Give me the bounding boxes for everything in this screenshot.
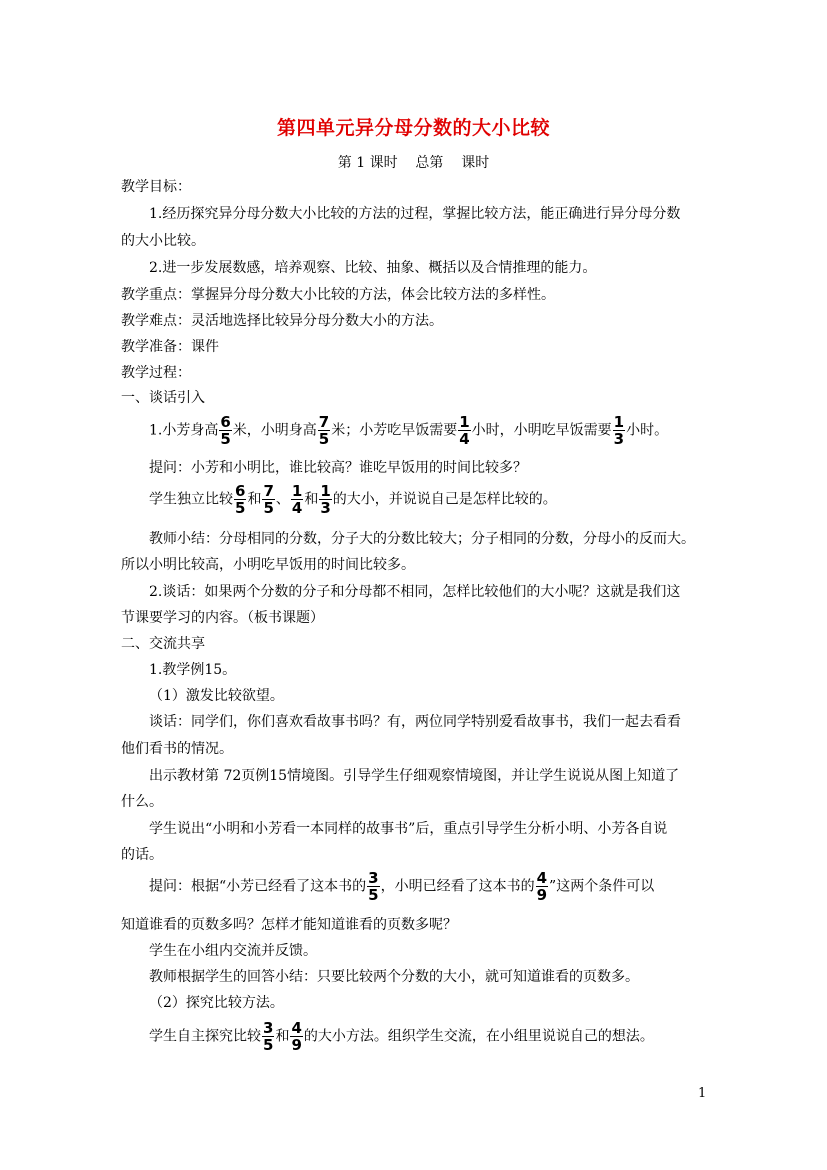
fraction: $\frac{1}{3}$ bbox=[613, 413, 625, 448]
lesson-subtitle: 第 1 课时 总第 课时 bbox=[337, 155, 490, 171]
fraction-paragraph: 学生自主探究比较 $\frac{3}{5}$ 和 $\frac{4}{9}$ 的大小方法。组织学生交流，在小组里说说自己的想法。 bbox=[149, 1019, 654, 1054]
paragraph: 1.教学例15。 bbox=[149, 662, 237, 678]
paragraph: 的大小比较。 bbox=[121, 233, 205, 249]
paragraph: 所以小明比较高，小明吃早饭用的时间比较多。 bbox=[121, 557, 415, 573]
paragraph: 提问：小芳和小明比，谁比较高？谁吃早饭用的时间比较多？ bbox=[149, 460, 527, 476]
fraction: $\frac{1}{4}$ bbox=[291, 482, 303, 517]
section-heading-1: 一、谈话引入 bbox=[121, 390, 205, 406]
paragraph: 知道谁看的页数多吗？怎样才能知道谁看的页数多呢？ bbox=[121, 917, 457, 933]
paragraph: 2.进一步发展数感，培养观察、比较、抽象、概括以及合情推理的能力。 bbox=[149, 260, 597, 276]
fraction-paragraph: 1.小芳身高 $\frac{6}{5}$ 米，小明身高 $\frac{7}{5}$ 米；小芳吃早饭需要 $\frac{1}{4}$ 小时，小明吃早饭需要 $\frac{1}{3}$ 小时。 bbox=[149, 413, 669, 448]
paragraph: 学生说出“小明和小芳看一本同样的故事书”后，重点引导学生分析小明、小芳各自说 bbox=[149, 821, 668, 837]
paragraph: 教师根据学生的回答小结：只要比较两个分数的大小，就可知道谁看的页数多。 bbox=[149, 969, 639, 985]
fraction: $\frac{4}{9}$ bbox=[291, 1019, 302, 1054]
document-title: 第四单元异分母分数的大小比较 bbox=[276, 117, 550, 139]
fraction: $\frac{7}{5}$ bbox=[263, 482, 274, 517]
fraction: $\frac{7}{5}$ bbox=[318, 413, 330, 448]
section-heading-2: 二、交流共享 bbox=[121, 636, 205, 652]
paragraph: 他们看书的情况。 bbox=[121, 741, 233, 757]
preparation: 教学准备：课件 bbox=[121, 339, 219, 355]
teaching-goals-heading: 教学目标： bbox=[121, 179, 191, 195]
paragraph: 什么。 bbox=[121, 794, 163, 810]
fraction-paragraph: 学生独立比较 $\frac{6}{5}$ 和 $\frac{7}{5}$ 、 $\frac{1}{4}$ 和 $\frac{1}{3}$ 的大小，并说说自己是怎样比较的。 bbox=[149, 482, 557, 517]
paragraph: 教师小结：分母相同的分数，分子大的分数比较大；分子相同的分数，分母小的反而大。 bbox=[149, 531, 695, 547]
paragraph: 2.谈话：如果两个分数的分子和分母都不相同，怎样比较他们的大小呢？这就是我们这 bbox=[149, 584, 681, 600]
paragraph: 1.经历探究异分母分数大小比较的方法的过程，掌握比较方法，能正确进行异分母分数 bbox=[149, 206, 681, 222]
paragraph: （1）激发比较欲望。 bbox=[149, 688, 284, 704]
fraction: $\frac{6}{5}$ bbox=[235, 482, 246, 517]
paragraph: 出示教材第 72页例15情境图。引导学生仔细观察情境图，并让学生说说从图上知道了 bbox=[149, 768, 680, 784]
fraction: $\frac{3}{5}$ bbox=[368, 869, 379, 904]
key-point: 教学重点：掌握异分母分数大小比较的方法，体会比较方法的多样性。 bbox=[121, 287, 555, 303]
fraction: $\frac{1}{3}$ bbox=[320, 482, 331, 517]
paragraph: 的话。 bbox=[121, 847, 163, 863]
fraction: $\frac{3}{5}$ bbox=[263, 1019, 274, 1054]
difficult-point: 教学难点：灵活地选择比较异分母分数大小的方法。 bbox=[121, 313, 443, 329]
paragraph: 节课要学习的内容。（板书课题） bbox=[121, 610, 324, 626]
fraction-paragraph: 提问：根据“小芳已经看了这本书的 $\frac{3}{5}$ ，小明已经看了这本书的 $\frac{4}{9}$ ”这两个条件可以 bbox=[149, 869, 655, 904]
process-heading: 教学过程： bbox=[121, 365, 191, 381]
fraction: $\frac{6}{5}$ bbox=[220, 413, 231, 448]
paragraph: 谈话：同学们，你们喜欢看故事书吗？有，两位同学特别爱看故事书，我们一起去看看 bbox=[149, 714, 681, 730]
fraction: $\frac{1}{4}$ bbox=[459, 413, 470, 448]
paragraph: 学生在小组内交流并反馈。 bbox=[149, 943, 317, 959]
page-number: 1 bbox=[698, 1086, 707, 1101]
paragraph: （2）探究比较方法。 bbox=[149, 995, 284, 1011]
fraction: $\frac{4}{9}$ bbox=[536, 869, 548, 904]
